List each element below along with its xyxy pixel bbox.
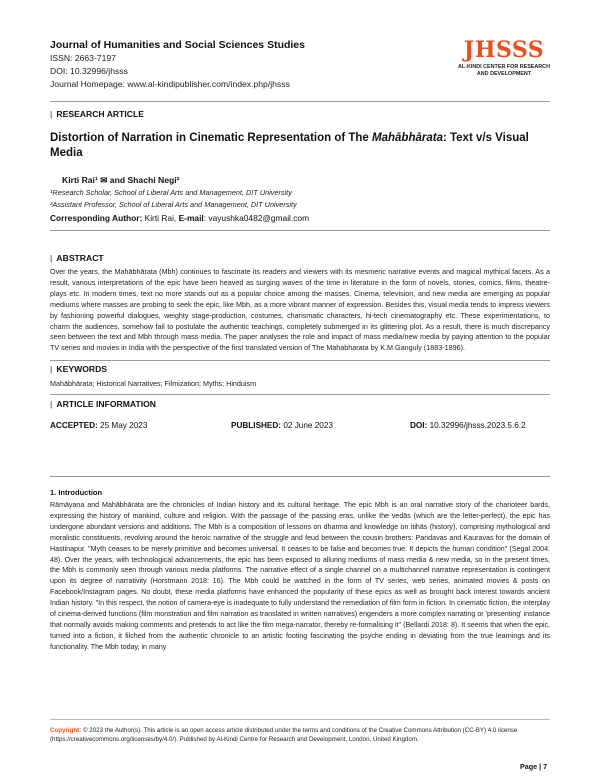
introduction-heading: 1. Introduction	[50, 488, 103, 497]
authors: Kirti Rai¹ ✉ and Shachi Negi²	[62, 175, 180, 185]
article-title: Distortion of Narration in Cinematic Representation of The Mahābhārata: Text v/s Visual Media	[50, 132, 529, 159]
logo-subtitle-2: AND DEVELOPMENT	[476, 71, 532, 77]
page-number: Page | 7	[520, 762, 548, 771]
published-date: PUBLISHED: 02 June 2023	[231, 421, 333, 430]
copyright-notice: Copyright: © 2023 the Author(s). This article is an open access article distributed under the terms and conditions of the Creative Commons Attribution (CC-BY) 4.0 license (https://creativecommons.org/licenses/by/4.0/). Published by Al-Kindi Centre for Research and Development, London, United Kingdom.	[50, 727, 518, 743]
issn: ISSN: 2663-7197	[50, 53, 116, 63]
introduction-text: Rāmāyaṇa and Mahābhārata are the chronicles of Indian history and its cultural heritage. The epic Mbh is an oral narrative story of the charioteer bards, expressing the history of mankind, culture and religion. With the passage of the passing eras, unlike the vedās (which are the letter-perfect), the epic has undergone abundant versions and additions. The Mbh is a composition of lessons on dharma and knowledge on itihās (history), comprising mythological and moralistic constituents, revolving around the heroic narrative of the struggle and feud between the cousin brothers: Pandavas and Kauravas for the domain of Hastinapur. "Myth ceases to be merely primitive and becomes universal. It ceases to be false and becomes true. It depicts the human condition" (Segal 2004: 48). Over the years, with technological advancements, the epic has been exposed to alluring mediums of mass media & new media, so in the present times, the Mbh is commonly seen through various media platforms. The narrative effect of a single channel on a multichannel narrative representation is contingent upon its degree of narrativity (Horstmann 2018: 16). The Mbh could be watched in the form of TV series, web series, animated movies & posts on Facebook/Instagram pages. No doubt, these media platforms have enhanced the popularity of these epics as well as brought back interest towards ancient Indian history. "In this respect, the notion of camera-eye is inadequate to fully understand the remediation of film form in fiction. In cinematic fiction, the interplay of cinema-derived functions (film monstration and film narration as translated in written narratives) engenders a more complex narrating or 'presenting' instance that normally avoids making comments and pretends to act like the film mega-narrator, thereby re-formalising it" (Bellardi 2018: 8). It seems that when the epic, turned into a fiction, it filched from the authentic chronicle to an artistic footing fascinating the psyche ending in deviating from the true learnings and its functionality. The Mbh today, in many	[50, 501, 550, 651]
divider-3	[50, 394, 550, 395]
keywords-heading: | KEYWORDS	[50, 364, 108, 374]
divider-4	[50, 476, 550, 477]
article-info-heading: | ARTICLE INFORMATION	[50, 399, 157, 409]
journal-title: Journal of Humanities and Social Sciences Studies	[50, 39, 305, 51]
logo-subtitle-1: AL-KINDI CENTER FOR RESEARCH	[458, 64, 550, 70]
journal-homepage[interactable]: Journal Homepage: www.al-kindipublisher.com/index.php/jhsss	[50, 79, 290, 89]
article-type-label: | RESEARCH ARTICLE	[50, 109, 144, 119]
article-doi[interactable]: DOI: 10.32996/jhsss.2023.5.6.2	[410, 421, 526, 430]
accepted-date: ACCEPTED: 25 May 2023	[50, 421, 148, 430]
divider-2	[50, 360, 550, 361]
journal-logo	[456, 38, 552, 78]
abstract-text: Over the years, the Mahābhārata (Mbh) continues to fascinate its readers and viewers with its mesmeric narrative events and magical mythical facets. As a result, various interpretations of the epic have been heaved as surging waves of the time in literature in the form of novels, stories, comics, films, theatre-plays etc. In modern times, text no more stands out as a popular choice among the masses. Cinema, television, and new media are emerging as popular mediums where masses are probing to seek the epic, like Mbh, as a more vibrant manner of expression. Besides this, visual media tends to impress viewers by fashioning powerful dialogues, weighty stage-production, costumes, charismatic characters, hi-tech cinematography etc. These experimentations, to charm the audiences, somehow fail to postulate the authentic teachings, completely submerged in its glittering plot. As a result, there is much discrepancy seen between the text and Mbh through mass media. The paper analyses the role and impact of mass media/new media by paying attention to the popular TV series and movies in India with the perspective of the first translated version of The Mahabharata by K.M.Ganguly (1883-1896).	[50, 267, 550, 353]
author-email[interactable]: : vayushka0482@gmail.com	[203, 213, 310, 223]
corresponding-author: Corresponding Author: Kirti Rai, E-mail: vayushka0482@gmail.com	[50, 213, 310, 223]
journal-doi: DOI: 10.32996/jhsss	[50, 66, 128, 76]
title-italic: Mahābhārata	[372, 132, 443, 144]
footer-divider	[50, 719, 550, 720]
keywords-text: Mahābhārata; Historical Narratives; Filmization; Myths; Hinduism	[50, 379, 257, 388]
divider-1	[50, 230, 550, 231]
header-divider	[50, 101, 550, 102]
affiliation-1: ¹Research Scholar, School of Liberal Arts and Management, DIT University	[50, 188, 292, 197]
affiliation-2: ²Assistant Professor, School of Liberal Arts and Management, DIT University	[50, 200, 297, 209]
logo-text: JHSSS	[463, 37, 545, 63]
abstract-heading: | ABSTRACT	[50, 253, 104, 263]
